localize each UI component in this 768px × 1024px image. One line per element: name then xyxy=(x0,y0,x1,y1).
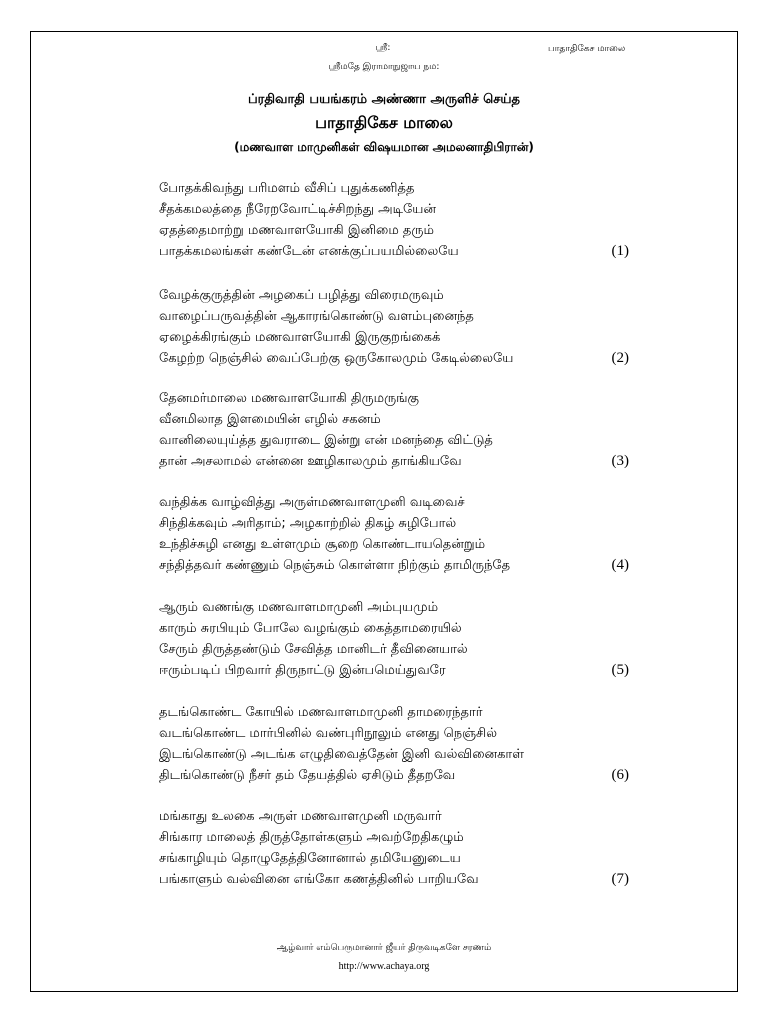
verse-line: ஏழைக்கிரங்கும் மணவாளயோகி இருகுறங்கைக் xyxy=(159,330,441,345)
verse-line: வந்திக்க வாழ்வித்து அருள்மணவாளமுனி வடிவைச் xyxy=(159,495,465,510)
verse-line: காரும் சுரபியும் போலே வழங்கும் கைத்தாமரையில் xyxy=(159,621,462,636)
verse-line: வேழக்குருத்தின் அழகைப் பழித்து விரைமருவும் xyxy=(159,288,444,303)
verse-line: போதக்கிவந்து பரிமளம் வீசிப் புதுக்கணித்த xyxy=(159,181,415,196)
verse-6 xyxy=(159,702,639,786)
verse-line: சேரும் திருத்தண்டும் சேவித்த மானிடர் தீவினையால் xyxy=(159,642,468,657)
header-sri: ஸ்ரீ: xyxy=(375,43,391,53)
title-line-3: (மணவாள மாமுனிகள் விஷயமான அமலனாதிபிரான்) xyxy=(234,140,534,154)
verse-number: (4) xyxy=(611,557,629,573)
verse-line: உந்திச்சுழி எனது உள்ளமும் சூறை கொண்டாயதென்றும் xyxy=(159,537,486,552)
verse-number: (2) xyxy=(611,350,629,366)
verse-line: வீனமிலாத இளமையின் எழில் சகனம் xyxy=(159,412,381,427)
verse-line: ஈரும்படிப் பிறவார் திருநாட்டு இன்பமெய்துவரே xyxy=(159,663,446,678)
verse-3 xyxy=(159,388,639,472)
verse-line: கேழற்ற நெஞ்சில் வைப்பேற்கு ஒருகோலமும் கேடில்லையே xyxy=(159,351,514,366)
verse-line: தடங்கொண்ட கோயில் மணவாளமாமுனி தாமரைந்தார் xyxy=(159,705,483,720)
title-line-2: பாதாதிகேச மாலை xyxy=(315,113,453,132)
verse-line: மங்காது உலகை அருள் மணவாளமுனி மருவார் xyxy=(159,809,442,824)
verse-number: (7) xyxy=(611,871,629,887)
header-right-title: பாதாதிகேச மாலை xyxy=(548,44,626,54)
verse-number: (5) xyxy=(611,662,629,678)
verse-line: சிங்கார மாலைத் திருத்தோள்களும் அவற்றேதிகழும் xyxy=(159,830,464,845)
verse-line: சங்காழியும் தொழுதேத்தினோனால் தமியேனுடைய xyxy=(159,851,461,866)
header-subtitle: ஸ்ரீமதே இராமாநுஜாய நம: xyxy=(328,62,440,72)
verse-line: இடங்கொண்டு அடங்க எழுதிவைத்தேன் இனி வல்வினைகாள் xyxy=(159,747,524,762)
verse-line: தேனமர்மாலை மணவாளயோகி திருமருங்கு xyxy=(159,391,420,406)
verse-number: (3) xyxy=(611,453,629,469)
footer-salutation: ஆழ்வார் எம்பெருமானார் ஜீயர் திருவடிகளே சரணம் xyxy=(276,943,492,953)
verse-1 xyxy=(159,178,639,262)
verse-7 xyxy=(159,806,639,890)
verse-line: வடங்கொண்ட மார்பினில் வண்புரிநூலும் எனது நெஞ்சில் xyxy=(159,726,497,741)
verse-line: திடங்கொண்டு நீசர் தம் தேயத்தில் ஏசிடும் தீதறவே xyxy=(159,768,456,783)
verse-number: (6) xyxy=(611,767,629,783)
verse-line: பங்காளும் வல்வினை எங்கோ கணத்தினில் பாறியவே xyxy=(159,872,479,887)
verse-number: (1) xyxy=(611,243,629,259)
verse-line: சிந்திக்கவும் அரிதாம்; அழகாற்றில் திகழ் சுழிபோல் xyxy=(159,516,457,531)
verse-5 xyxy=(159,597,639,681)
verse-line: வாழைப்பருவத்தின் ஆகாரங்கொண்டு வளம்புனைந்த xyxy=(159,309,474,324)
verse-4 xyxy=(159,492,639,576)
verse-line: ஏதத்தைமாற்று மணவாளயோகி இனிமை தரும் xyxy=(159,223,434,238)
verse-line: சந்தித்தவர் கண்ணும் நெஞ்சும் கொள்ளா நிற்கும் தாமிருந்தே xyxy=(159,558,511,573)
verse-line: ஆரும் வணங்கு மணவாளமாமுனி அம்புயமும் xyxy=(159,600,439,615)
verse-line: சீதக்கமலத்தை நீரேறவோட்டிச்சிறந்து அடியேன் xyxy=(159,202,436,217)
title-line-1: ப்ரதிவாதி பயங்கரம் அண்ணா அருளிச் செய்த xyxy=(247,92,521,107)
verse-line: பாதக்கமலங்கள் கண்டேன் எனக்குப்பயமில்லையே xyxy=(159,244,459,259)
verse-2 xyxy=(159,285,639,369)
verse-line: தான் அசலாமல் என்னை ஊழிகாலமும் தாங்கியவே xyxy=(159,454,462,469)
verse-line: வானிலையுய்த்த துவராடை இன்று என் மனந்தை விட்டுத் xyxy=(159,433,493,448)
footer-url: http://www.achaya.org xyxy=(338,961,430,972)
